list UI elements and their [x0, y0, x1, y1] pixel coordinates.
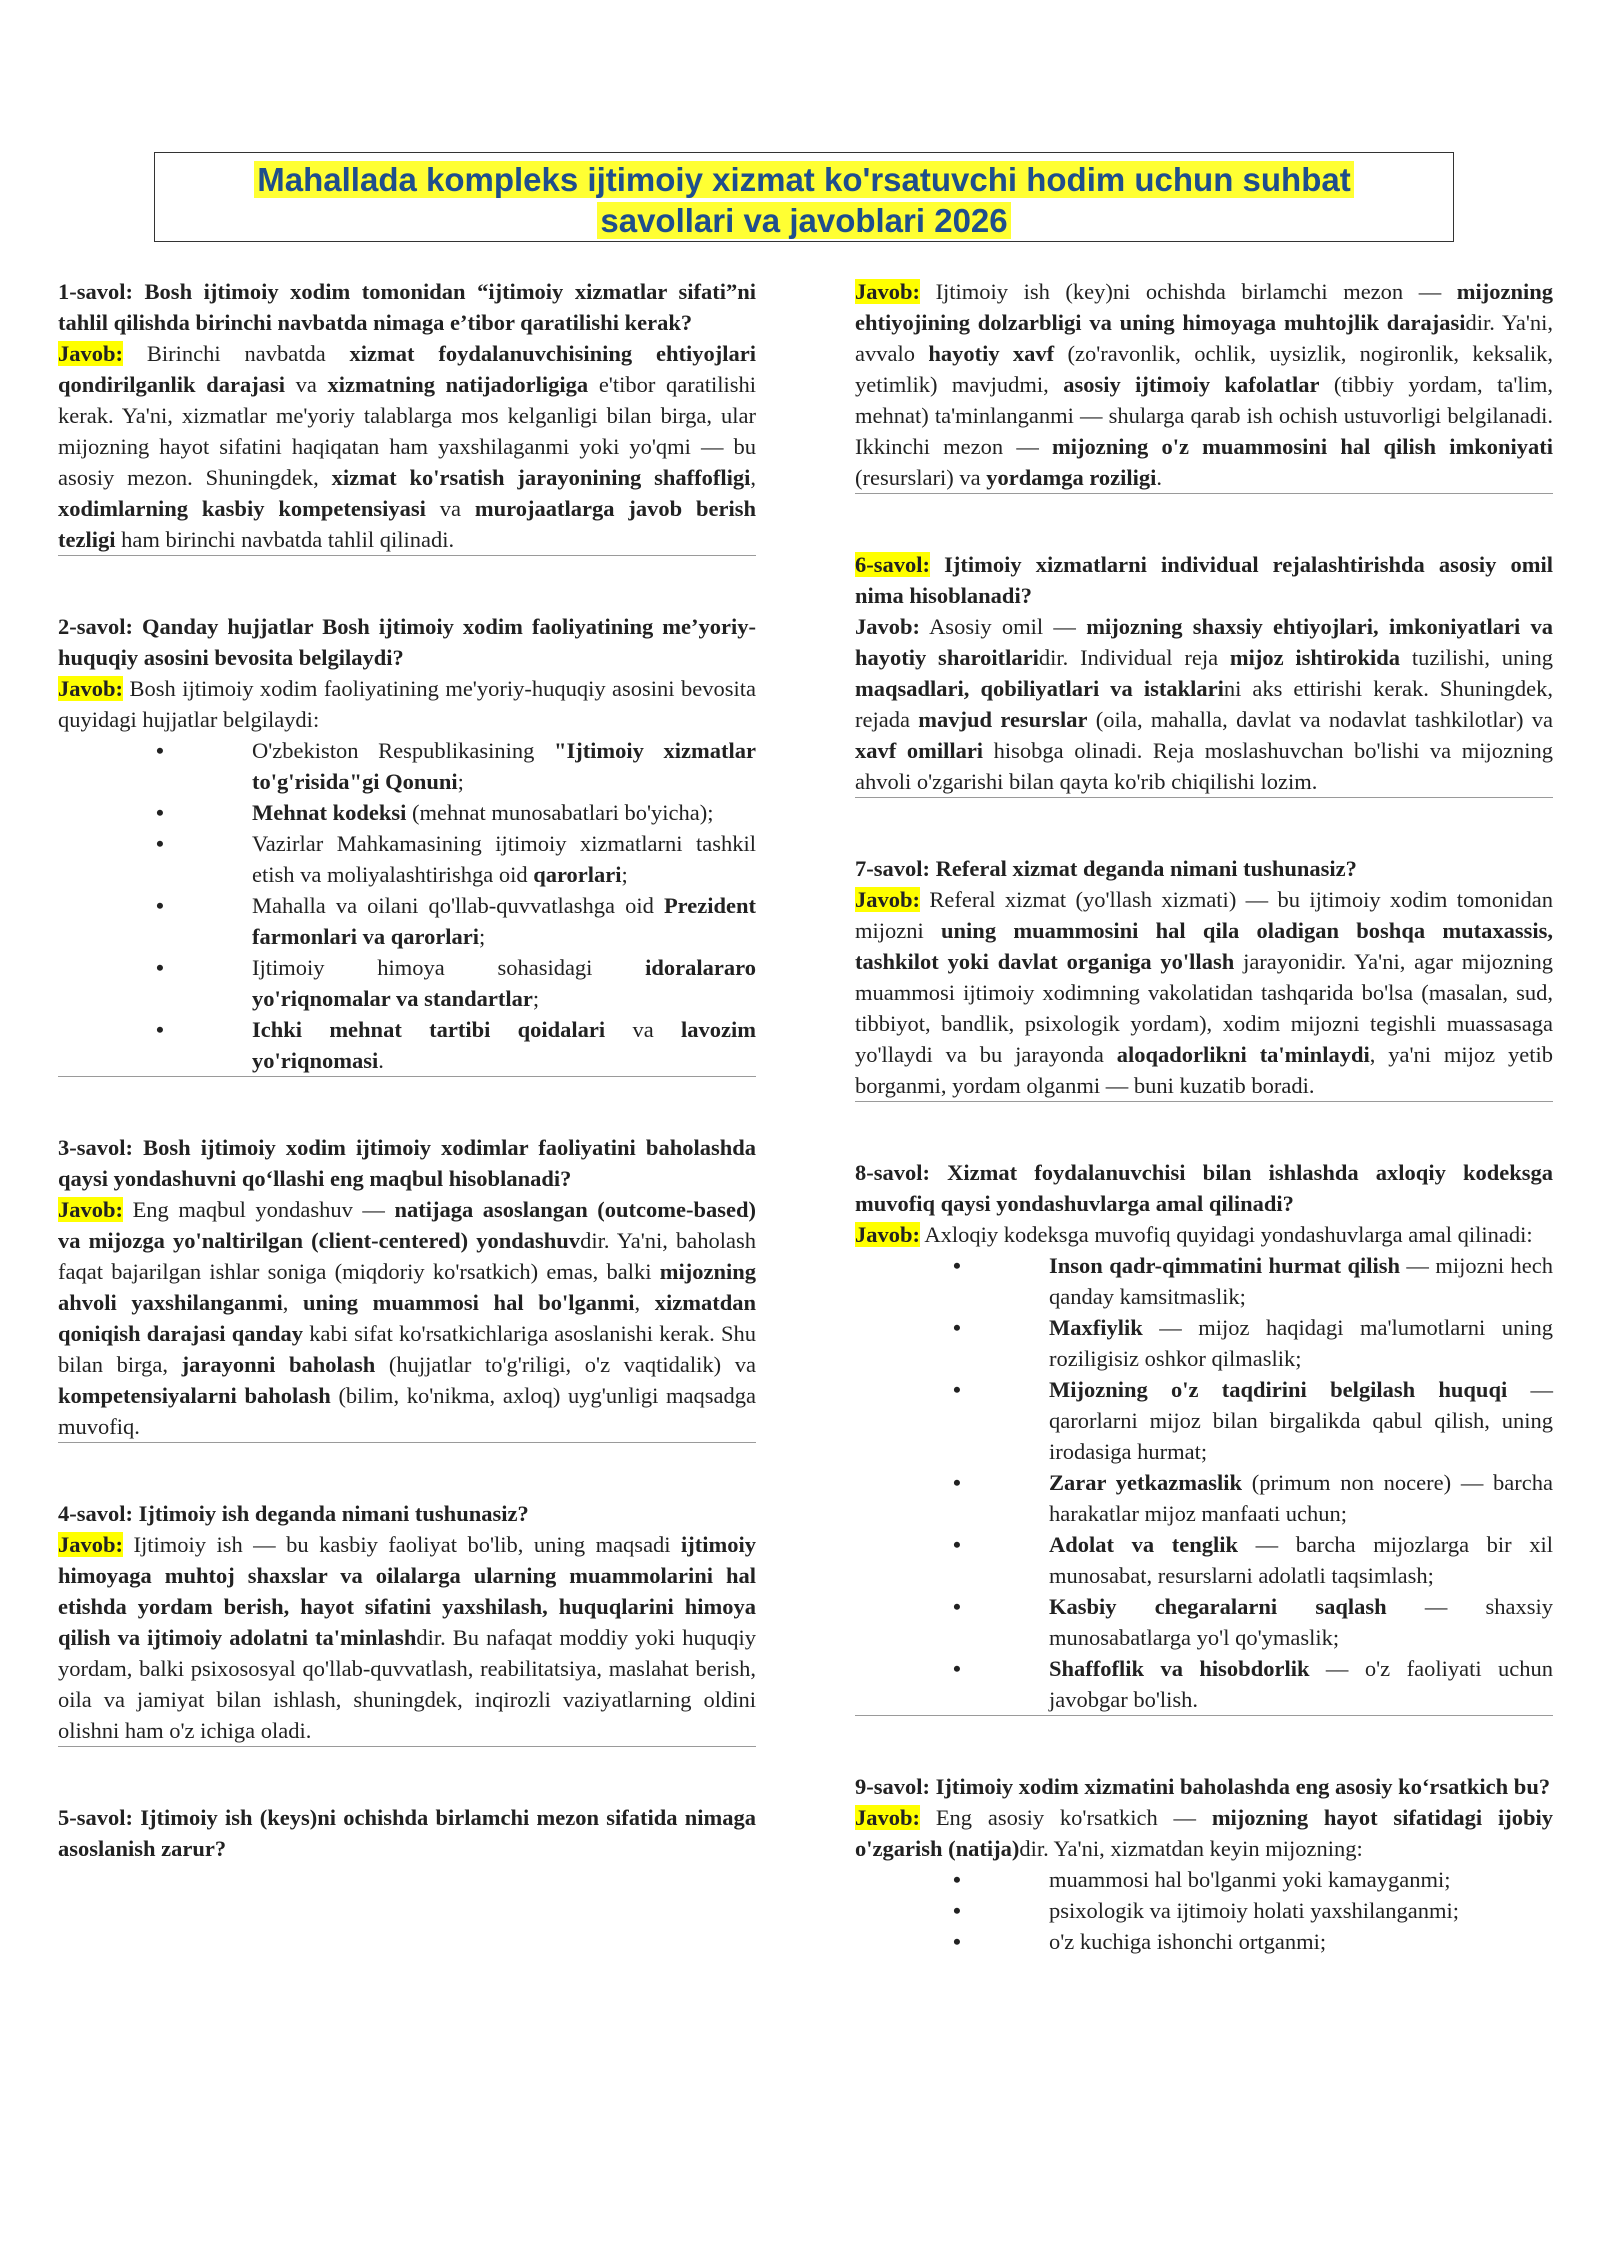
list-item: • Ichki mehnat tartibi qoidalari va lavozim yo'riqnomasi.	[156, 1014, 756, 1076]
list-item: • Inson qadr-qimmatini hurmat qilish — mijozni hech qanday kamsitmaslik;	[953, 1250, 1553, 1312]
left-column	[58, 276, 756, 1919]
answer-7: Javob: Referal xizmat (yo'llash xizmati) — bu ijtimoiy xodim tomonidan mijozni uning muammosini hal qila oladigan boshqa mutaxassis, tashkilot yoki davlat organiga yo'llash jarayonidir. Ya'ni, agar mijozning muammosi ijtimoiy xodimning vakolatidan tashqarida bo'lsa (masalan, sud, tibbiyot, bandlik, psixologik yordam), xodim mijozni tegishli muassasaga yo'llaydi va bu jarayonda aloqadorlikni ta'minlaydi, ya'ni mijoz yetib borganmi, yordam olganmi — buni kuzatib boradi.	[855, 887, 1554, 1098]
list-item: • Maxfiylik — mijoz haqidagi ma'lumotlarni uning roziligisiz oshkor qilmaslik;	[953, 1312, 1553, 1374]
question-4-title: 4-savol: Ijtimoiy ish deganda nimani tushunasiz?	[58, 1501, 529, 1526]
list-item: • Shaffoflik va hisobdorlik — o'z faoliyati uchun javobgar bo'lish.	[953, 1653, 1553, 1715]
answer-6: Javob: Asosiy omil — mijozning shaxsiy ehtiyojlari, imkoniyatlari va hayotiy sharoitlaridir. Individual reja mijoz ishtirokida tuzilishi, uning maqsadlari, qobiliyatlari va istaklarini aks ettirishi kerak. Shuningdek, rejada mavjud resurslar (oila, mahalla, davlat va nodavlat tashkilotlar) va xavf omillari hisobga olinadi. Reja moslashuvchan bo'lishi va mijozning ahvoli o'zgarishi bilan qayta ko'rib chiqilishi lozim.	[855, 614, 1554, 794]
list-item: • Adolat va tenglik — barcha mijozlarga bir xil munosabat, resurslarni adolatli taqsimlash;	[953, 1529, 1553, 1591]
list-item: • muammosi hal bo'lganmi yoki kamayganmi;	[953, 1864, 1553, 1895]
question-9-title: 9-savol: Ijtimoiy xodim xizmatini baholashda eng asosiy ko‘rsatkich bu?	[855, 1774, 1551, 1799]
question-9-block	[855, 1771, 1553, 1957]
answer-1: Javob: Birinchi navbatda xizmat foydalanuvchisining ehtiyojlari qondirilganlik darajasi va xizmatning natijadorligiga e'tibor qaratilishi kerak. Ya'ni, xizmatlar me'yoriy talablarga mos kelganligi bilan birga, ular mijozning hayot sifatini haqiqatan ham yaxshilaganmi yoki yo'qmi — bu asosiy mezon. Shuningdek, xizmat ko'rsatish jarayonining shaffofligi, xodimlarning kasbiy kompetensiyasi va murojaatlarga javob berish tezligi ham birinchi navbatda tahlil qilinadi.	[58, 341, 757, 552]
answer-8-list	[855, 1250, 1553, 1715]
answer-label: Javob:	[855, 279, 921, 304]
question-1-title: 1-savol: Bosh ijtimoiy xodim tomonidan “ijtimoiy xizmatlar sifati”ni tahlil qilishda birinchi navbatda nimaga e’tibor qaratilishi kerak?	[58, 279, 756, 335]
question-7-block	[855, 853, 1553, 1102]
answer-9-list	[855, 1864, 1553, 1957]
answer-4: Javob: Ijtimoiy ish — bu kasbiy faoliyat bo'lib, uning maqsadi ijtimoiy himoyaga muhtoj shaxslar va oilalarga ularning muammolarini hal etishda yordam berish, hayot sifatini yaxshilash, huquqlarini himoya qilish va ijtimoiy adolatni ta'minlashdir. Bu nafaqat moddiy yoki huquqiy yordam, balki psixososyal qo'llab-quvvatlash, reabilitatsiya, maslahat berish, oila va jamiyat bilan ishlash, shuningdek, inqirozli vaziyatlarning oldini olishni ham o'z ichiga oladi.	[58, 1532, 757, 1743]
answer-9: Javob: Eng asosiy ko'rsatkich — mijozning hayot sifatidagi ijobiy o'zgarish (natija)dir. Ya'ni, xizmatdan keyin mijozning:	[855, 1805, 1553, 1861]
answer-5-block	[855, 276, 1553, 494]
document-title-line2: savollari va javoblari 2026	[597, 202, 1010, 239]
answer-2-list	[58, 735, 756, 1076]
question-3-block	[58, 1132, 756, 1443]
question-5-title: 5-savol: Ijtimoiy ish (keys)ni ochishda birlamchi mezon sifatida nimaga asoslanish zarur?	[58, 1805, 756, 1861]
answer-label: Javob:	[58, 1532, 124, 1557]
answer-label: Javob:	[855, 1805, 921, 1830]
question-5-block	[58, 1802, 756, 1864]
list-item: • psixologik va ijtimoiy holati yaxshilanganmi;	[953, 1895, 1553, 1926]
answer-label: Javob:	[58, 1197, 124, 1222]
list-item: • Mahalla va oilani qo'llab-quvvatlashga oid Prezident farmonlari va qarorlari;	[156, 890, 756, 952]
answer-2-intro: Javob: Bosh ijtimoiy xodim faoliyatining me'yoriy-huquqiy asosini bevosita quyidagi hujjatlar belgilaydi:	[58, 676, 757, 732]
answer-label: Javob:	[58, 341, 124, 366]
answer-label: Javob:	[58, 676, 124, 701]
question-7-title: 7-savol: Referal xizmat deganda nimani tushunasiz?	[855, 856, 1357, 881]
question-8-title: 8-savol: Xizmat foydalanuvchisi bilan ishlashda axloqiy kodeksga muvofiq qaysi yondashuvlarga amal qilinadi?	[855, 1160, 1553, 1216]
list-item: • Mijozning o'z taqdirini belgilash huquqi — qarorlarni mijoz bilan birgalikda qabul qilish, uning irodasiga hurmat;	[953, 1374, 1553, 1467]
document-title-line1: Mahallada kompleks ijtimoiy xizmat ko'rsatuvchi hodim uchun suhbat	[254, 161, 1353, 198]
question-6-title: 6-savol: Ijtimoiy xizmatlarni individual rejalashtirishda asosiy omil nima hisoblanadi?	[855, 552, 1553, 608]
list-item: • O'zbekiston Respublikasining "Ijtimoiy xizmatlar to'g'risida"gi Qonuni;	[156, 735, 756, 797]
question-3-title: 3-savol: Bosh ijtimoiy xodim ijtimoiy xodimlar faoliyatini baholashda qaysi yondashuvni qo‘llashi eng maqbul hisoblanadi?	[58, 1135, 756, 1191]
document-title-box	[154, 152, 1454, 242]
answer-5: Javob: Ijtimoiy ish (key)ni ochishda birlamchi mezon — mijozning ehtiyojining dolzarbligi va uning himoyaga muhtojlik darajasidir. Ya'ni, avvalo hayotiy xavf (zo'ravonlik, ochlik, uysizlik, nogironlik, keksalik, yetimlik) mavjudmi, asosiy ijtimoiy kafolatlar (tibbiy yordam, ta'lim, mehnat) ta'minlanganmi — shularga qarab ish ochish ustuvorligi belgilanadi. Ikkinchi mezon — mijozning o'z muammosini hal qilish imkoniyati (resurslari) va yordamga roziligi.	[855, 279, 1554, 490]
answer-8-intro: Javob: Axloqiy kodeksga muvofiq quyidagi yondashuvlarga amal qilinadi:	[855, 1222, 1533, 1247]
question-1-block	[58, 276, 756, 556]
answer-label: Javob:	[855, 1222, 921, 1247]
answer-label: Javob:	[855, 887, 921, 912]
list-item: • Vazirlar Mahkamasining ijtimoiy xizmatlarni tashkil etish va moliyalashtirishga oid qarorlari;	[156, 828, 756, 890]
question-2-title: 2-savol: Qanday hujjatlar Bosh ijtimoiy xodim faoliyatining me’yoriy-huquqiy asosini bevosita belgilaydi?	[58, 614, 756, 670]
right-column	[855, 276, 1553, 2012]
list-item: • Mehnat kodeksi (mehnat munosabatlari bo'yicha);	[156, 797, 756, 828]
list-item: • o'z kuchiga ishonchi ortganmi;	[953, 1926, 1553, 1957]
answer-3: Javob: Eng maqbul yondashuv — natijaga asoslangan (outcome-based) va mijozga yo'naltirilgan (client-centered) yondashuvdir. Ya'ni, baholash faqat bajarilgan ishlar soniga (miqdoriy ko'rsatkich) emas, balki mijozning ahvoli yaxshilanganmi, uning muammosi hal bo'lganmi, xizmatdan qoniqish darajasi qanday kabi sifat ko'rsatkichlariga asoslanishi kerak. Shu bilan birga, jarayonni baholash (hujjatlar to'g'riligi, o'z vaqtidalik) va kompetensiyalarni baholash (bilim, ko'nikma, axloq) uyg'unligi maqsadga muvofiq.	[58, 1197, 757, 1439]
list-item: • Ijtimoiy himoya sohasidagi idoralararo yo'riqnomalar va standartlar;	[156, 952, 756, 1014]
question-2-block	[58, 611, 756, 1077]
question-4-block	[58, 1498, 756, 1747]
list-item: • Zarar yetkazmaslik (primum non nocere) — barcha harakatlar mijoz manfaati uchun;	[953, 1467, 1553, 1529]
list-item: • Kasbiy chegaralarni saqlash — shaxsiy munosabatlarga yo'l qo'ymaslik;	[953, 1591, 1553, 1653]
question-8-block	[855, 1157, 1553, 1716]
question-6-block	[855, 549, 1553, 798]
